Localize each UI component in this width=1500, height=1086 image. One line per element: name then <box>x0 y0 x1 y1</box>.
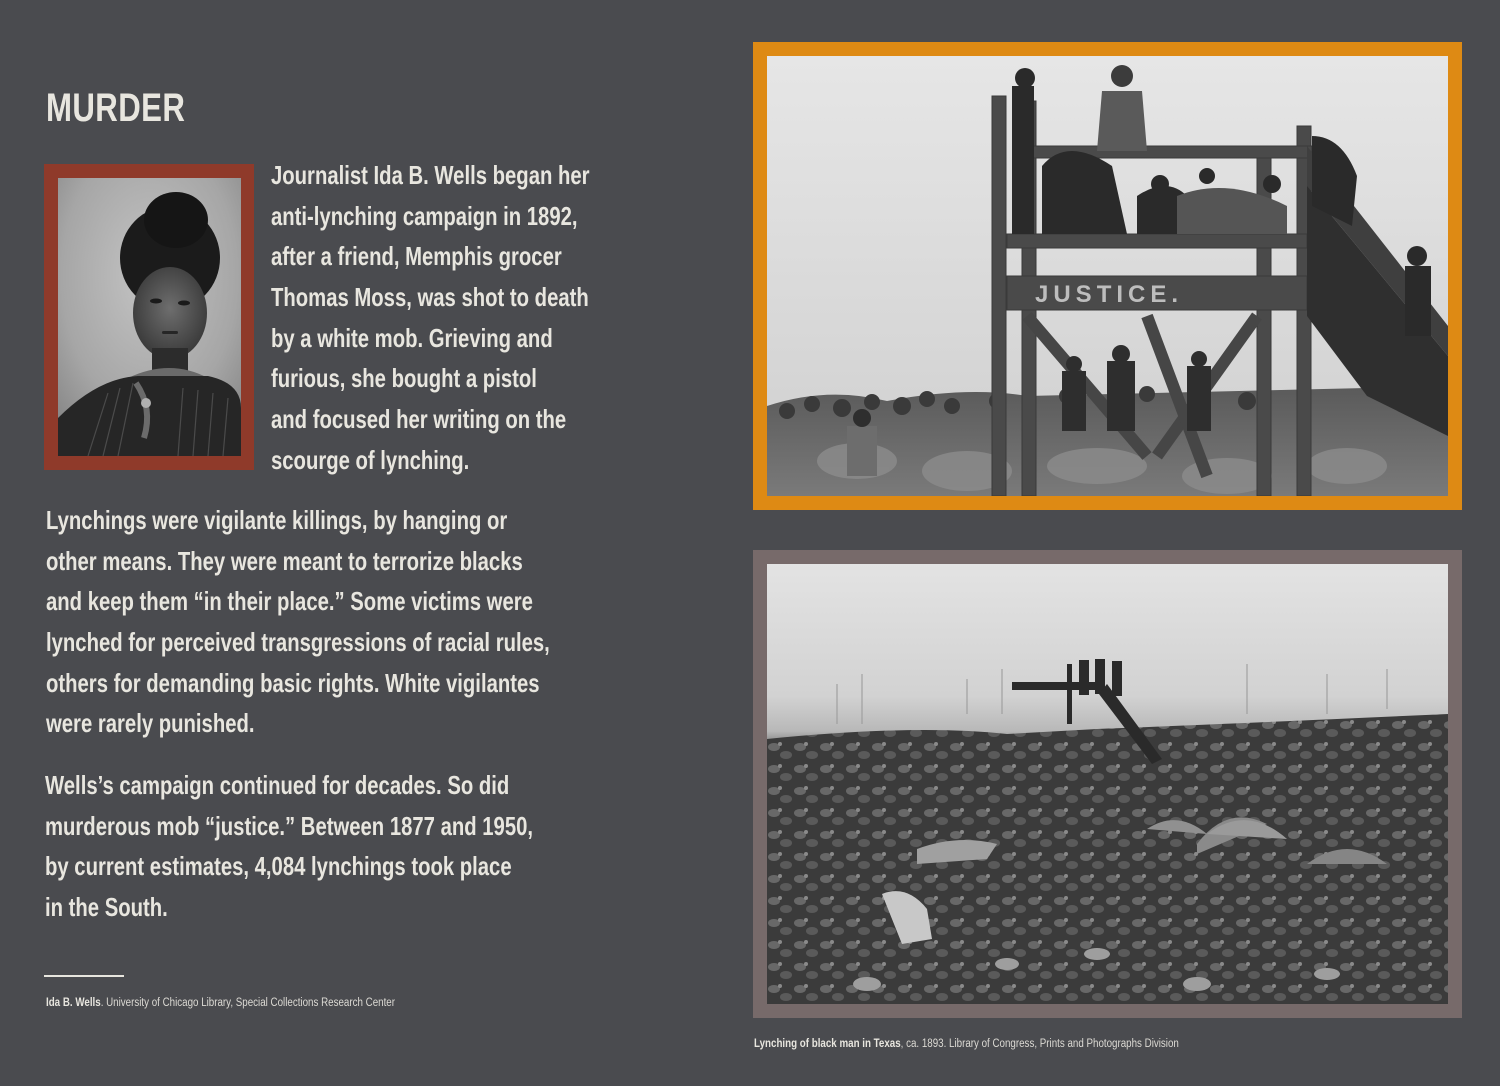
portrait-caption-title: Ida B. Wells <box>46 997 101 1009</box>
intro-line: Thomas Moss, was shot to death <box>271 282 589 313</box>
intro-line: by a white mob. Grieving and <box>271 322 553 353</box>
paragraph-line: were rarely punished. <box>46 708 255 739</box>
justice-scaffold-photo <box>767 56 1448 496</box>
ida-b-wells-portrait-image <box>58 178 241 456</box>
intro-line: after a friend, Memphis grocer <box>271 241 562 272</box>
campaign-statistics-paragraph <box>45 765 671 928</box>
texas-lynching-crowd-photo <box>767 564 1448 1004</box>
top-photo-frame <box>753 42 1462 510</box>
portrait-caption <box>46 996 457 1010</box>
paragraph-line: by current estimates, 4,084 lynchings took place <box>45 851 512 882</box>
bottom-photo-caption <box>754 1037 1254 1051</box>
page-title <box>46 84 225 132</box>
intro-line: anti-lynching campaign in 1892, <box>271 200 578 231</box>
paragraph-line: in the South. <box>45 892 168 923</box>
intro-line: scourge of lynching. <box>271 444 470 475</box>
portrait-caption-credit: . University of Chicago Library, Special Collections Research Center <box>100 997 395 1009</box>
page-title-text: MURDER <box>46 86 186 130</box>
intro-line: Journalist Ida B. Wells began her <box>271 160 590 190</box>
paragraph-line: murderous mob “justice.” Between 1877 and 1950, <box>45 810 534 841</box>
svg-text:JUSTICE.: JUSTICE. <box>1035 281 1184 308</box>
bottom-photo-caption-credit: , ca. 1893. Library of Congress, Prints and Photographs Division <box>900 1038 1179 1050</box>
paragraph-line: Lynchings were vigilante killings, by hanging or <box>46 505 508 535</box>
paragraph-line: lynched for perceived transgressions of racial rules, <box>46 627 550 658</box>
caption-divider <box>44 975 124 977</box>
intro-paragraph <box>271 155 679 481</box>
intro-line: furious, she bought a pistol <box>271 363 537 394</box>
bottom-photo-frame <box>753 550 1462 1018</box>
portrait-frame <box>44 164 254 470</box>
paragraph-line: other means. They were meant to terrorize blacks <box>46 545 523 576</box>
intro-line: and focused her writing on the <box>271 404 567 435</box>
lynching-definition-paragraph <box>46 500 692 744</box>
paragraph-line: others for demanding basic rights. White vigilantes <box>46 667 540 698</box>
paragraph-line: Wells’s campaign continued for decades. So did <box>45 770 510 800</box>
paragraph-line: and keep them “in their place.” Some victims were <box>46 586 533 617</box>
bottom-photo-caption-title: Lynching of black man in Texas <box>754 1038 901 1050</box>
